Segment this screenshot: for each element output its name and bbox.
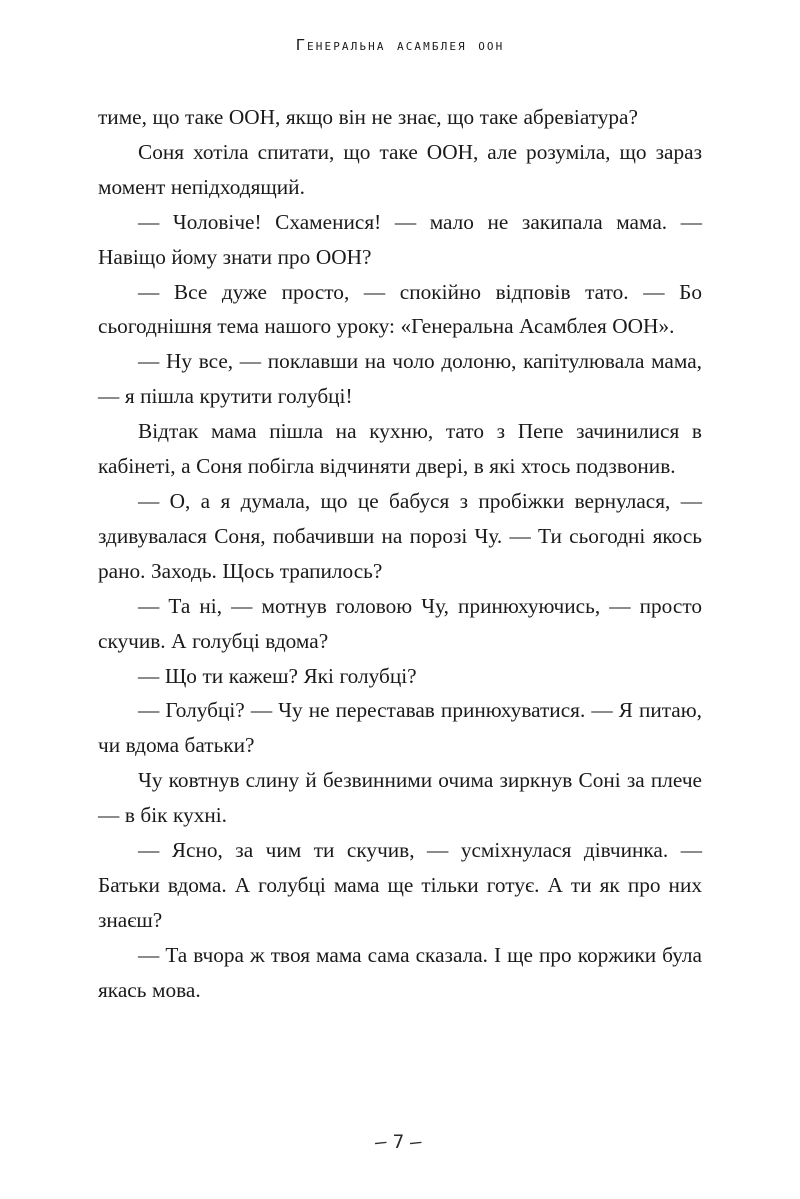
paragraph: — Що ти кажеш? Які голубці? (138, 663, 417, 688)
paragraph: Соня хотіла спитати, що таке ООН, але розуміла, що зараз момент непідходящий. (98, 139, 702, 199)
running-header-initial: Г (295, 36, 308, 54)
paragraph: тиме, що таке ООН, якщо він не знає, що таке абревіатура? (98, 105, 638, 129)
paragraph: Чу ковтнув слину й безвинними очима зиркнув Соні за плече — в бік кухні. (98, 768, 702, 828)
page-number: 7 (392, 1131, 408, 1153)
paragraph: — Та вчора ж твоя мама сама сказала. І ще про коржики була якась мова. (98, 942, 702, 1002)
page-number-footer (0, 1131, 800, 1153)
body-text-block (98, 100, 702, 1008)
paragraph: — Ну все, — поклавши на чоло долоню, капітулювала мама, — я пішла крутити голубці! (98, 349, 702, 409)
running-header-rest: енеральна асамблея оон (307, 36, 505, 54)
folio-left-rule: — (374, 1130, 391, 1154)
paragraph: Відтак мама пішла на кухню, тато з Пепе зачинилися в кабінеті, а Соня побігла відчиняти двері, в які хтось подзвонив. (98, 419, 702, 479)
paragraph: — Ясно, за чим ти скучив, — усміхнулася дівчинка. — Батьки вдома. А голубці мама ще тільки готує. А ти як про них знаєш? (98, 838, 702, 932)
paragraph: — Все дуже просто, — спокійно відповів тато. — Бо сьогоднішня тема нашого уроку: «Генеральна Асамблея ООН». (98, 279, 702, 339)
running-header (0, 36, 800, 54)
paragraph: — О, а я думала, що це бабуся з пробіжки вернулася, — здивувалася Соня, побачивши на порозі Чу. — Ти сьогодні якось рано. Заходь. Щось трапилось? (98, 488, 702, 583)
paragraph: — Чоловіче! Схаменися! — мало не закипала мама. — Навіщо йому знати про ООН? (98, 209, 702, 269)
paragraph: — Голубці? — Чу не переставав принюхуватися. — Я питаю, чи вдома батьки? (98, 698, 702, 758)
paragraph: — Та ні, — мотнув головою Чу, принюхуючись, — просто скучив. А голубці вдома? (98, 593, 702, 653)
folio-right-rule: — (409, 1130, 426, 1154)
